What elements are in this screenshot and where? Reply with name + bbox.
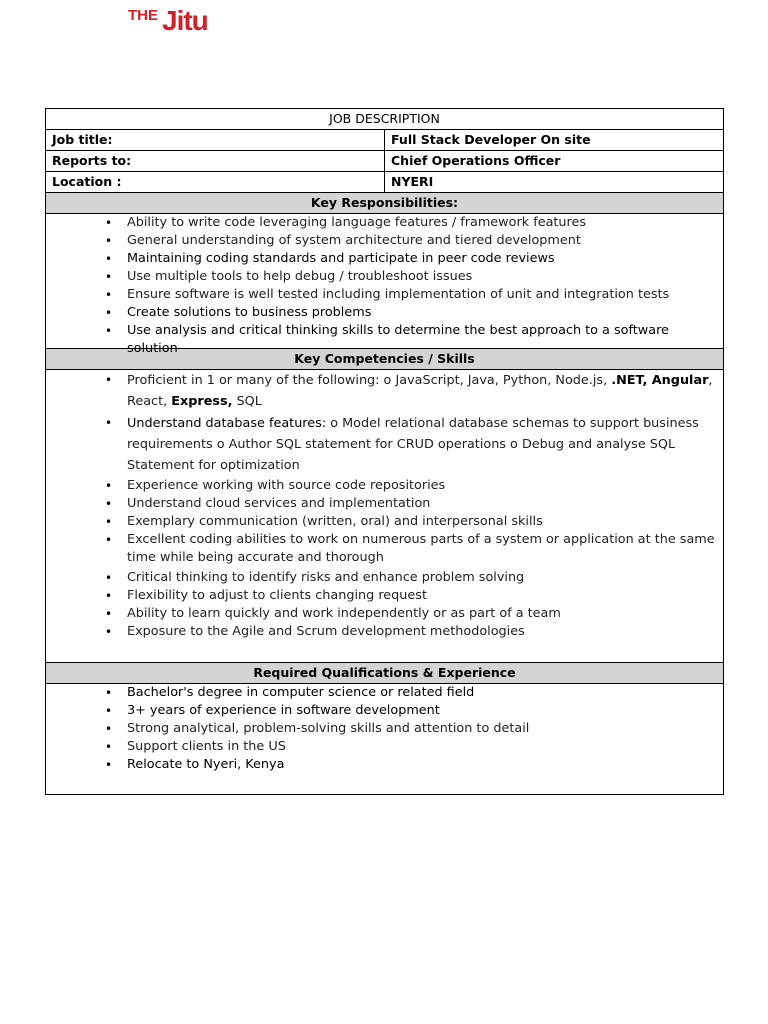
item-bold-text: Express,	[171, 394, 233, 409]
reports-to-value: Chief Operations Officer	[385, 151, 724, 172]
list-item: • Use multiple tools to help debug / troubleshoot issues	[127, 268, 717, 286]
list-item: • Understand cloud services and implementation	[127, 495, 717, 513]
list-item: • Ensure software is well tested including implementation of unit and integration tests	[127, 286, 717, 304]
item-text: , React,	[127, 373, 713, 409]
responsibilities-heading: Key Responsibilities:	[46, 193, 724, 214]
list-item: • Critical thinking to identify risks and enhance problem solving	[127, 569, 717, 587]
list-item: • General understanding of system architecture and tiered development	[127, 232, 717, 250]
list-item: • Maintaining coding standards and participate in peer code reviews	[127, 250, 717, 268]
competencies-row	[46, 370, 724, 663]
company-logo	[128, 4, 258, 38]
item-bold-text: .NET, Angular	[611, 373, 709, 388]
list-item: • 3+ years of experience in software development	[127, 702, 717, 720]
list-item: • Exposure to the Agile and Scrum development methodologies	[127, 623, 717, 641]
list-item: • Ability to learn quickly and work independently or as part of a team	[127, 605, 717, 623]
list-item: • Use analysis and critical thinking skills to determine the best approach to a software solution	[127, 322, 717, 358]
competencies-cell	[46, 370, 724, 663]
list-item: • Excellent coding abilities to work on numerous parts of a system or application at the same time while being accurate and thorough	[127, 531, 717, 567]
qualifications-list	[52, 684, 717, 794]
field-row-job-title	[46, 130, 724, 151]
competencies-list	[52, 370, 717, 662]
qualifications-cell	[46, 684, 724, 795]
location-value: NYERI	[385, 172, 724, 193]
qualifications-heading: Required Qualifications & Experience	[46, 663, 724, 684]
job-title-label: Job title:	[46, 130, 385, 151]
list-item: • Ability to write code leveraging language features / framework features	[127, 214, 717, 232]
list-item: • Experience working with source code repositories	[127, 477, 717, 495]
field-row-reports-to	[46, 151, 724, 172]
responsibilities-list	[52, 214, 717, 356]
item-lead-text: Understand database features:	[127, 416, 327, 431]
responsibilities-row	[46, 214, 724, 349]
list-item: • Support clients in the US	[127, 738, 717, 756]
location-label: Location :	[46, 172, 385, 193]
logo-text-the: THE	[128, 7, 158, 24]
list-item	[127, 370, 717, 412]
reports-to-label: Reports to:	[46, 151, 385, 172]
job-description-table	[45, 108, 724, 795]
list-item: • Flexibility to adjust to clients changing request	[127, 587, 717, 605]
qualifications-header-row	[46, 663, 724, 684]
responsibilities-cell	[46, 214, 724, 356]
list-item: • Bachelor's degree in computer science or related field	[127, 684, 717, 702]
responsibilities-header-row	[46, 193, 724, 214]
list-item: • Strong analytical, problem-solving skills and attention to detail	[127, 720, 717, 738]
competencies-heading: Key Competencies / Skills	[46, 349, 724, 370]
list-item: • Create solutions to business problems	[127, 304, 717, 322]
job-title-value: Full Stack Developer On site	[385, 130, 724, 151]
document-title: JOB DESCRIPTION	[46, 109, 724, 130]
list-item	[127, 413, 717, 476]
logo-text-jitu: Jitu	[162, 5, 208, 36]
item-text: o Model relational database schemas to support business requirements o Author SQL statement for CRUD operations o Debug and analyse SQL Statement for optimization	[127, 416, 699, 473]
item-text: Proficient in 1 or many of the following: o JavaScript, Java, Python, Node.js,	[127, 373, 612, 388]
field-row-location	[46, 172, 724, 193]
title-row	[46, 109, 724, 130]
item-text: SQL	[232, 394, 262, 409]
qualifications-row	[46, 684, 724, 795]
list-item: • Relocate to Nyeri, Kenya	[127, 756, 717, 774]
list-item: • Exemplary communication (written, oral) and interpersonal skills	[127, 513, 717, 531]
